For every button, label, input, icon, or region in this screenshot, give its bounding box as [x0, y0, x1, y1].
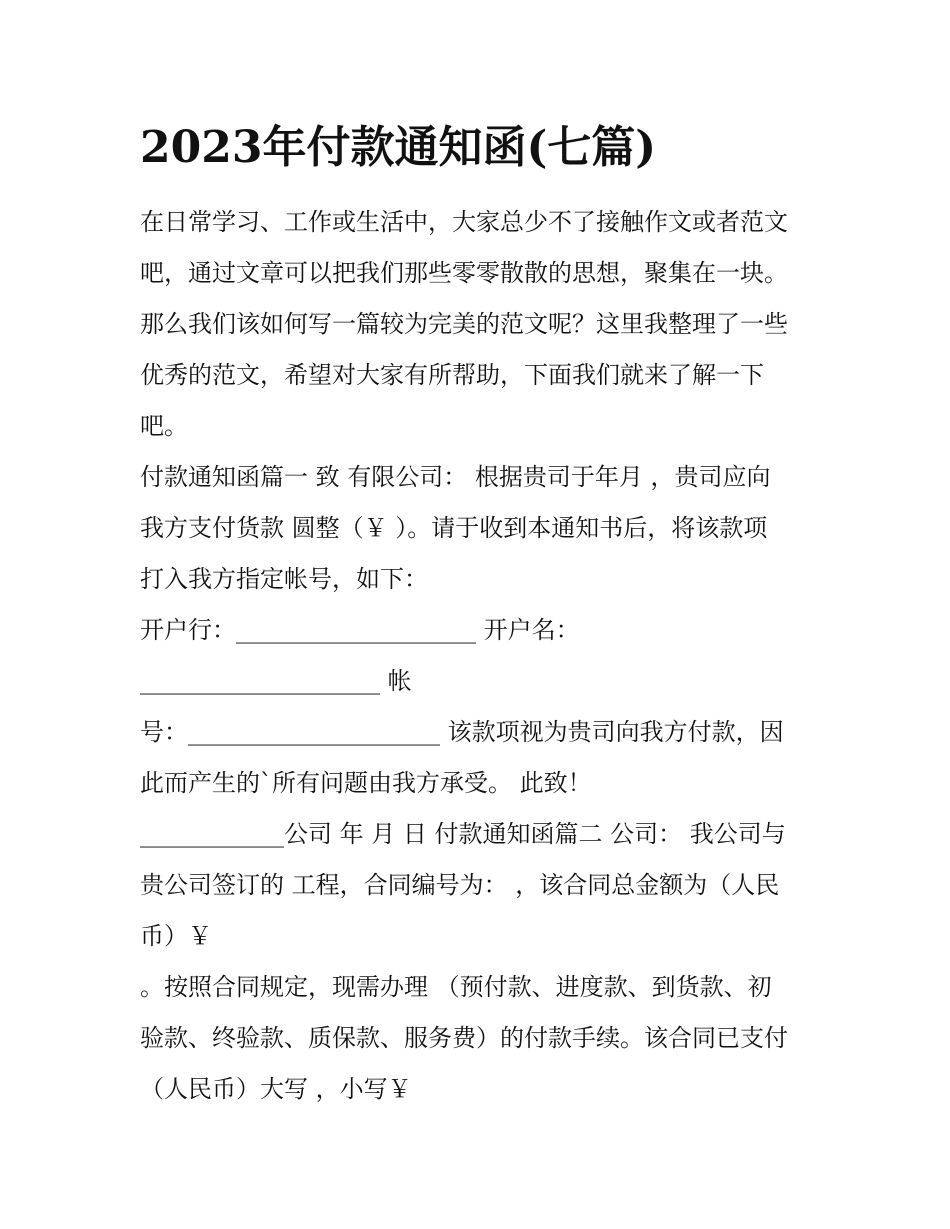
- paragraph-line: 打入我方指定帐号，如下：: [140, 565, 428, 593]
- paragraph-line: 吧。: [140, 412, 188, 440]
- paragraph-line: 。按照合同规定，现需办理 （预付款、进度款、到货款、初: [140, 973, 772, 1001]
- paragraph-line: ____________________ 帐: [140, 667, 412, 695]
- paragraph-line: 币）￥: [140, 922, 212, 950]
- paragraph-line: 那么我们该如何写一篇较为完美的范文呢？这里我整理了一些: [140, 310, 788, 338]
- paragraph-line: ____________公司 年 月 日 付款通知函篇二 公司： 我公司与: [140, 820, 786, 848]
- document-title: 2023年付款通知函(七篇): [140, 122, 657, 173]
- paragraph-line: 在日常学习、工作或生活中，大家总少不了接触作文或者范文: [140, 208, 788, 236]
- paragraph-line: 付款通知函篇一 致 有限公司： 根据贵司于年月 ，贵司应向: [140, 463, 771, 491]
- paragraph-line: （人民币）大写 ，小写￥: [140, 1075, 412, 1103]
- paragraph-line: 我方支付货款 圆整（￥ ）。请于收到本通知书后，将该款项: [140, 514, 768, 542]
- paragraph-line: 此而产生的`所有问题由我方承受。 此致！: [140, 769, 592, 797]
- paragraph-line: 优秀的范文，希望对大家有所帮助，下面我们就来了解一下: [140, 361, 764, 389]
- paragraph-line: 号：_____________________ 该款项视为贵司向我方付款，因: [140, 718, 784, 746]
- paragraph-line: 贵公司签订的 工程，合同编号为： ，该合同总金额为（人民: [140, 871, 780, 899]
- paragraph-line: 验款、终验款、质保款、服务费）的付款手续。该合同已支付: [140, 1024, 788, 1052]
- paragraph-line: 吧，通过文章可以把我们那些零零散散的思想，聚集在一块。: [140, 259, 788, 287]
- paragraph-line: 开户行：____________________ 开户名：: [140, 616, 580, 644]
